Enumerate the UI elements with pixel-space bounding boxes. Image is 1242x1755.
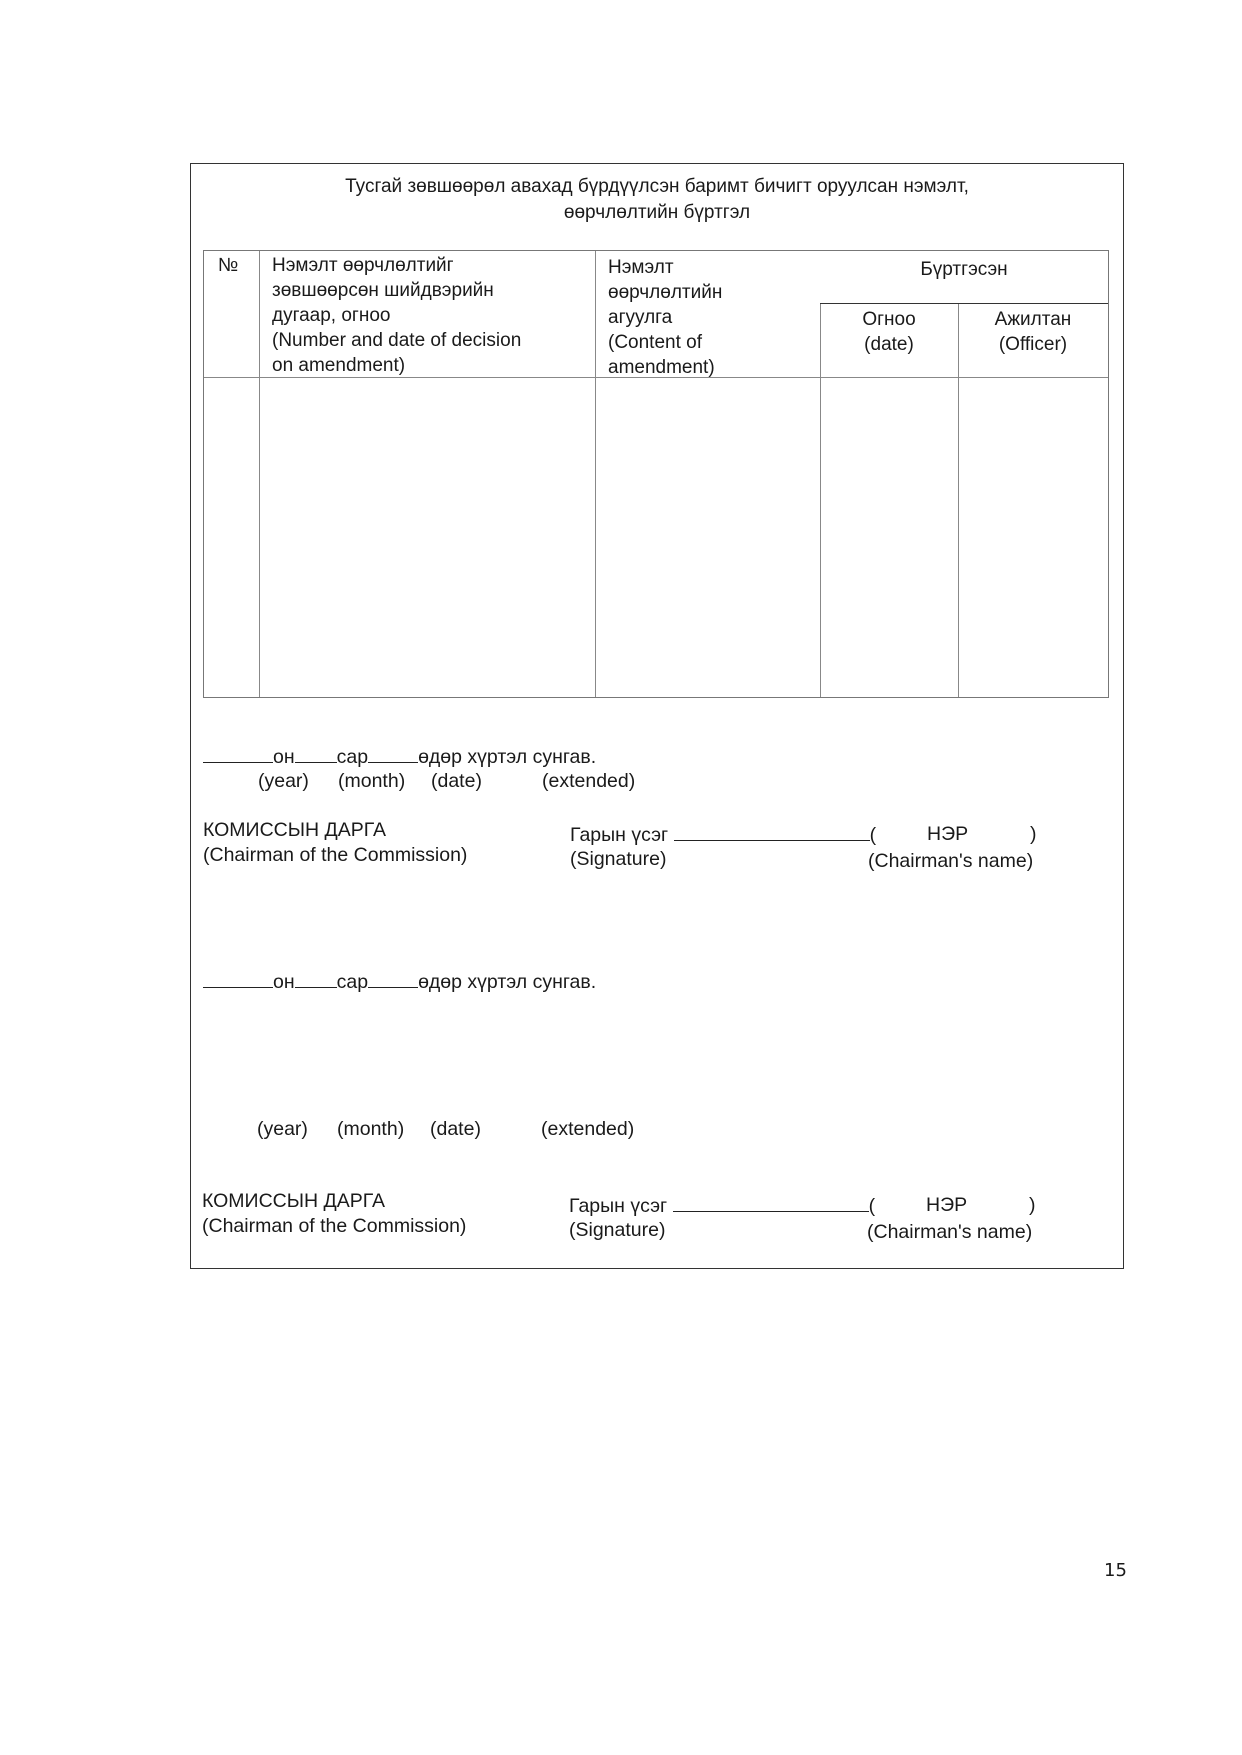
header-decision xyxy=(272,253,521,378)
table-col-divider-2 xyxy=(595,251,596,697)
day-blank-1[interactable] xyxy=(368,744,418,763)
chairman-name-placeholder-1: НЭР xyxy=(927,823,969,845)
name-open-paren-1: ( xyxy=(869,824,877,846)
month-word-2: сар xyxy=(336,971,369,993)
header-officer-line-1: Ажилтан xyxy=(994,309,1072,330)
label-month-2: (month) xyxy=(337,1118,405,1140)
header-decision-line-2: зөвшөөрсөн шийдвэрийн xyxy=(272,280,494,301)
label-year-2: (year) xyxy=(257,1118,308,1140)
header-content-line-3: агуулга xyxy=(608,307,673,328)
header-date-line-1: Огноо xyxy=(862,309,916,330)
chairman-label-en-2: (Chairman of the Commission) xyxy=(202,1215,467,1237)
header-content-line-2: өөрчлөлтийн xyxy=(608,282,723,303)
extension-text-1: өдөр хүртэл сунгав. xyxy=(418,746,597,768)
signature-label-1: Гарын үсэг xyxy=(570,824,669,846)
extension-2-date-line xyxy=(203,969,596,995)
page-number: 15 xyxy=(1104,1560,1127,1581)
table-col-divider-4 xyxy=(958,303,959,697)
name-close-paren-1: ) xyxy=(1030,823,1037,845)
header-content-line-4: (Content of xyxy=(608,332,702,353)
extension-1-date-line xyxy=(203,744,596,770)
signature-field-1[interactable] xyxy=(674,822,870,841)
label-extended-2: (extended) xyxy=(541,1118,635,1140)
header-registered: Бүртгэсэн xyxy=(920,259,1008,280)
header-date xyxy=(820,307,958,357)
header-officer xyxy=(958,307,1108,357)
header-decision-line-1: Нэмэлт өөрчлөлтийг xyxy=(272,255,454,276)
month-word-1: сар xyxy=(336,746,369,768)
month-blank-1[interactable] xyxy=(295,744,337,763)
registered-subheader-line xyxy=(820,303,1108,304)
label-date-2: (date) xyxy=(430,1118,481,1140)
form-title xyxy=(212,174,1102,226)
month-blank-2[interactable] xyxy=(295,969,337,988)
header-officer-line-2: (Officer) xyxy=(998,334,1068,355)
header-content-line-5: amendment) xyxy=(608,357,715,378)
label-month-1: (month) xyxy=(338,770,406,792)
amendment-registry-table xyxy=(203,250,1109,698)
header-content xyxy=(608,255,722,380)
signature-label-en-1: (Signature) xyxy=(570,848,667,870)
year-blank-1[interactable] xyxy=(203,744,273,763)
chairman-label-2: КОМИССЫН ДАРГА xyxy=(202,1190,385,1212)
form-title-line-2: өөрчлөлтийн бүртгэл xyxy=(563,202,751,223)
chairman-label-en-1: (Chairman of the Commission) xyxy=(203,844,468,866)
day-blank-2[interactable] xyxy=(368,969,418,988)
form-title-line-1: Тусгай зөвшөөрөл авахад бүрдүүлсэн баримт бичигт оруулсан нэмэлт, xyxy=(345,176,969,197)
name-open-paren-2: ( xyxy=(868,1195,876,1217)
signature-row-2 xyxy=(569,1193,875,1219)
label-extended-1: (extended) xyxy=(542,770,636,792)
table-col-divider-1 xyxy=(259,251,260,697)
year-blank-2[interactable] xyxy=(203,969,273,988)
signature-label-2: Гарын үсэг xyxy=(569,1195,668,1217)
header-content-line-1: Нэмэлт xyxy=(608,257,674,278)
label-year-1: (year) xyxy=(258,770,309,792)
year-word-2: он xyxy=(273,971,295,993)
signature-row-1 xyxy=(570,822,876,848)
header-decision-line-4: (Number and date of decision xyxy=(272,330,522,351)
signature-field-2[interactable] xyxy=(673,1193,869,1212)
name-close-paren-2: ) xyxy=(1029,1194,1036,1216)
header-decision-line-5: on amendment) xyxy=(272,355,406,376)
header-date-line-2: (date) xyxy=(864,334,914,355)
chairman-name-label-en-1: (Chairman's name) xyxy=(868,850,1034,872)
chairman-name-placeholder-2: НЭР xyxy=(926,1194,968,1216)
signature-label-en-2: (Signature) xyxy=(569,1219,666,1241)
extension-text-2: өдөр хүртэл сунгав. xyxy=(418,971,597,993)
header-number: № xyxy=(218,255,239,276)
chairman-label-1: КОМИССЫН ДАРГА xyxy=(203,819,386,841)
chairman-name-label-en-2: (Chairman's name) xyxy=(867,1221,1033,1243)
header-decision-line-3: дугаар, огноо xyxy=(272,305,391,326)
year-word-1: он xyxy=(273,746,295,768)
table-col-divider-3 xyxy=(820,303,821,697)
label-date-1: (date) xyxy=(431,770,482,792)
